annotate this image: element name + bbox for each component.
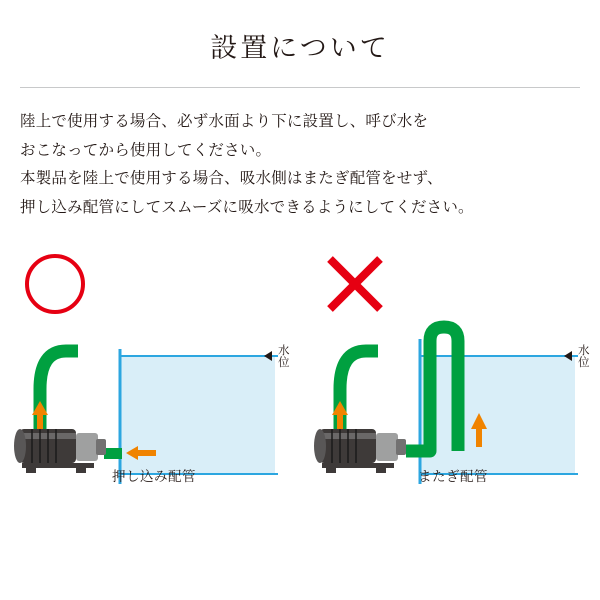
title-divider <box>20 87 580 88</box>
pump-motor-cap-right <box>314 429 326 463</box>
pump-foot-left-2 <box>76 468 86 473</box>
pump-foot-left-1 <box>26 468 36 473</box>
water-level-label-right <box>578 345 590 370</box>
figure-incorrect-caption: またぎ配管 <box>418 468 488 484</box>
pump-right <box>314 429 406 473</box>
water-level-label-left <box>278 345 290 370</box>
pump-base-right <box>322 463 394 468</box>
description-line-4: 押し込み配管にしてスムーズに吸水できるようにしてください。 <box>20 199 474 217</box>
tank-water-left <box>120 356 275 474</box>
pump-motor-cap-left <box>14 429 26 463</box>
description-line-1: 陸上で使用する場合、必ず水面より下に設置し、呼び水を <box>20 113 429 130</box>
figures-area <box>0 239 600 539</box>
water-level-label-right-char2: 位 <box>578 357 590 370</box>
figure-correct-installation <box>0 239 300 539</box>
pump-base-left <box>22 463 94 468</box>
circle-ok-mark <box>27 256 83 312</box>
description-line-2: おこなってから使用してください。 <box>20 141 272 159</box>
description-line-3: 本製品を陸上で使用する場合、吸水側はまたぎ配管をせず、 <box>20 170 443 188</box>
figure-incorrect-installation <box>300 239 600 539</box>
pump-foot-right-2 <box>376 468 386 473</box>
description-block <box>20 108 580 223</box>
water-level-label-left-char2: 位 <box>278 357 290 370</box>
discharge-pipe-left <box>104 448 122 459</box>
figure-correct-svg <box>0 239 300 539</box>
pump-left <box>14 429 106 473</box>
pump-foot-right-1 <box>326 468 336 473</box>
pump-outlet-right <box>396 439 406 455</box>
water-level-label-left-char1: 水 <box>278 344 290 357</box>
pump-outlet-left <box>96 439 106 455</box>
pump-head-left <box>76 433 98 461</box>
water-level-label-right-char1: 水 <box>578 344 590 357</box>
page-title: 設置について <box>210 33 390 63</box>
pump-head-right <box>376 433 398 461</box>
figure-correct-caption: 押し込み配管 <box>112 468 196 484</box>
cross-ng-mark <box>330 259 380 309</box>
figure-incorrect-svg <box>300 239 600 539</box>
tank-water-right <box>420 356 575 474</box>
